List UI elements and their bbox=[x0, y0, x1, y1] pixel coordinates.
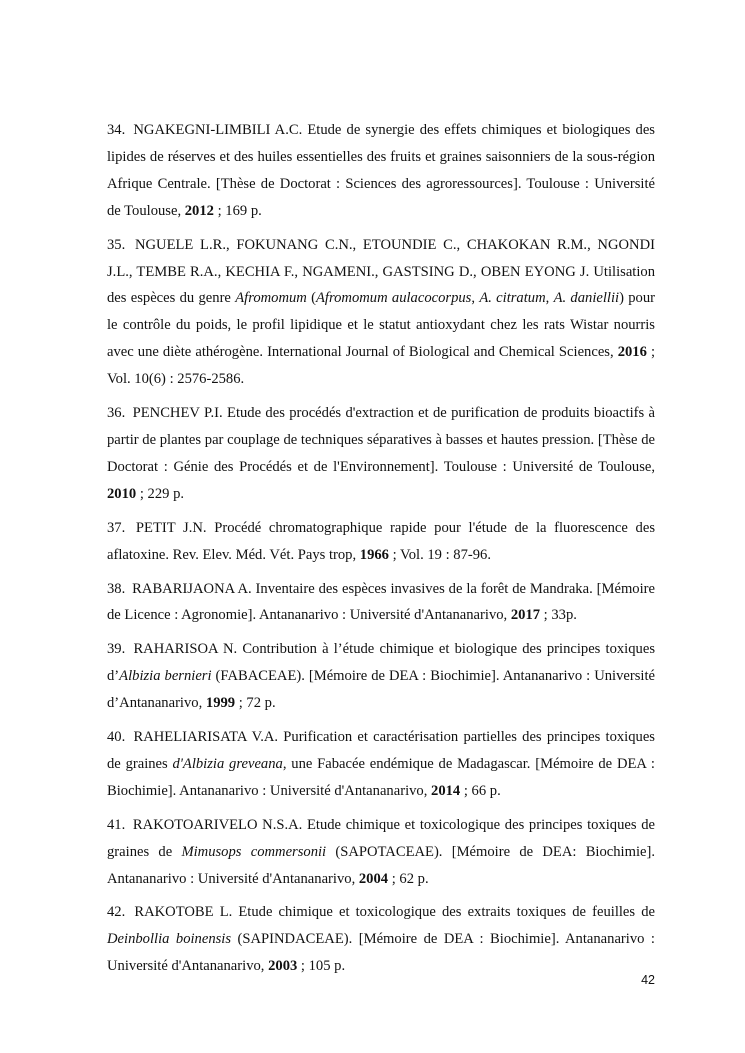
reference-text: ; Vol. 10(6) : 2576-2586. bbox=[107, 344, 655, 388]
reference-text: , une Fabacée endémique de Madagascar. [Mémoire de DEA : Biochimie]. Antananarivo : Université d'Antananarivo, bbox=[107, 755, 655, 799]
reference-text: (FABACEAE). [Mémoire de DEA : Biochimie]. Antananarivo : Université d’Antananarivo, bbox=[107, 668, 655, 712]
reference-year: 2016 bbox=[617, 344, 647, 361]
reference-number: 38. bbox=[107, 580, 126, 597]
reference-text: ; 33p. bbox=[540, 607, 577, 624]
reference-species-name: A. citratum bbox=[479, 290, 546, 307]
reference-number: 36. bbox=[107, 405, 126, 422]
reference-number: 39. bbox=[107, 641, 126, 658]
reference-text: ; 66 p. bbox=[460, 782, 501, 799]
reference-species-name: Mimusops commersonii bbox=[181, 843, 327, 860]
reference-text: PENCHEV P.I. Etude des procédés d'extraction et de purification de produits bioactifs à partir de plantes par couplage de techniques séparatives à basses et hautes pression. [Thèse de Doctorat : Génie des Procédés et de l'Environnement]. Toulouse : Université de Toulouse, bbox=[107, 405, 656, 475]
reference-year: 2004 bbox=[358, 870, 389, 887]
reference-number: 40. bbox=[107, 729, 126, 746]
reference-text: (SAPOTACEAE). [Mémoire de DEA: Biochimie]. Antananarivo : Université d'Antananarivo, bbox=[107, 843, 655, 887]
reference-text: ) pour le contrôle du poids, le profil lipidique et le statut antioxydant chez les rats Wistar nourris avec une diète athérogène. International Journal of Biological and Chemical Sciences, bbox=[107, 290, 656, 361]
reference-species-name: d'Albizia greveana bbox=[172, 755, 283, 772]
reference-year: 2010 bbox=[107, 485, 137, 502]
reference-number: 34. bbox=[107, 122, 126, 138]
reference-species-name: Albizia bernieri bbox=[119, 668, 212, 685]
reference-species-name: Afromomum aulacocorpus bbox=[316, 290, 472, 307]
reference-text: ; 229 p. bbox=[136, 485, 185, 502]
reference-entry bbox=[107, 232, 655, 393]
reference-entry bbox=[107, 899, 655, 980]
reference-entry bbox=[107, 636, 655, 717]
reference-text: ; 72 p. bbox=[235, 695, 276, 712]
reference-year: 2017 bbox=[510, 607, 541, 624]
reference-entry bbox=[107, 576, 655, 630]
reference-number: 37. bbox=[107, 519, 126, 536]
reference-text: RAKOTOBE L. Etude chimique et toxicologique des extraits toxiques de feuilles de bbox=[134, 904, 655, 921]
reference-entry bbox=[107, 812, 655, 893]
reference-text: PETIT J.N. Procédé chromatographique rapide pour l'étude de la fluorescence des aflatoxine. Rev. Elev. Méd. Vét. Pays trop, bbox=[107, 519, 655, 563]
reference-entry bbox=[107, 400, 655, 508]
reference-text: ; 62 p. bbox=[388, 870, 429, 887]
reference-text: RAHARISOA N. Contribution à l’étude chimique et biologique des principes toxiques d’ bbox=[107, 641, 655, 685]
reference-year: 1966 bbox=[359, 546, 389, 563]
reference-entry bbox=[107, 515, 655, 569]
reference-text: , bbox=[545, 290, 554, 307]
reference-number: 42. bbox=[107, 904, 126, 921]
reference-text: ( bbox=[306, 290, 316, 307]
reference-text: ; 105 p. bbox=[297, 958, 346, 975]
reference-year: 2014 bbox=[431, 782, 461, 799]
reference-species-name: Afromomum bbox=[235, 290, 307, 307]
reference-text: RAHELIARISATA V.A. Purification et caractérisation partielles des principes toxiques de graines bbox=[107, 729, 655, 772]
reference-year: 2003 bbox=[268, 958, 298, 975]
reference-text: RAKOTOARIVELO N.S.A. Etude chimique et toxicologique des principes toxiques de graines de bbox=[107, 816, 655, 860]
reference-species-name: Deinbollia boinensis bbox=[107, 931, 232, 948]
reference-text: (SAPINDACEAE). [Mémoire de DEA : Biochimie]. Antananarivo : Université d'Antananarivo, bbox=[107, 931, 655, 975]
reference-species-name: A. daniellii bbox=[553, 290, 620, 307]
reference-year: 1999 bbox=[205, 695, 236, 712]
reference-text: NGUELE L.R., FOKUNANG C.N., ETOUNDIE C., CHAKOKAN R.M., NGONDI J.L., TEMBE R.A., KECHIA F., NGAMENI., GASTSING D., OBEN EYONG J. Utilisation des espèces du genre bbox=[107, 236, 655, 307]
reference-text: ; 169 p. bbox=[213, 202, 262, 219]
reference-entry bbox=[107, 724, 655, 805]
reference-number: 41. bbox=[107, 816, 126, 833]
reference-text: , bbox=[471, 290, 480, 307]
reference-number: 35. bbox=[107, 236, 126, 253]
reference-list bbox=[107, 117, 655, 987]
page-number: 42 bbox=[641, 973, 655, 987]
reference-text: ; Vol. 19 : 87-96. bbox=[388, 546, 492, 563]
reference-text: NGAKEGNI-LIMBILI A.C. Etude de synergie des effets chimiques et biologiques des lipides de réserves et des huiles essentielles des fruits et graines saisonniers de la sous-région Afrique Centrale. [Thèse de Doctorat : Sciences des agroressources]. Toulouse : Université de Toulouse, bbox=[107, 122, 655, 219]
reference-year: 2012 bbox=[184, 202, 214, 219]
reference-entry bbox=[107, 117, 655, 225]
reference-text: RABARIJAONA A. Inventaire des espèces invasives de la forêt de Mandraka. [Mémoire de Licence : Agronomie]. Antananarivo : Université d'Antananarivo, bbox=[107, 580, 655, 624]
